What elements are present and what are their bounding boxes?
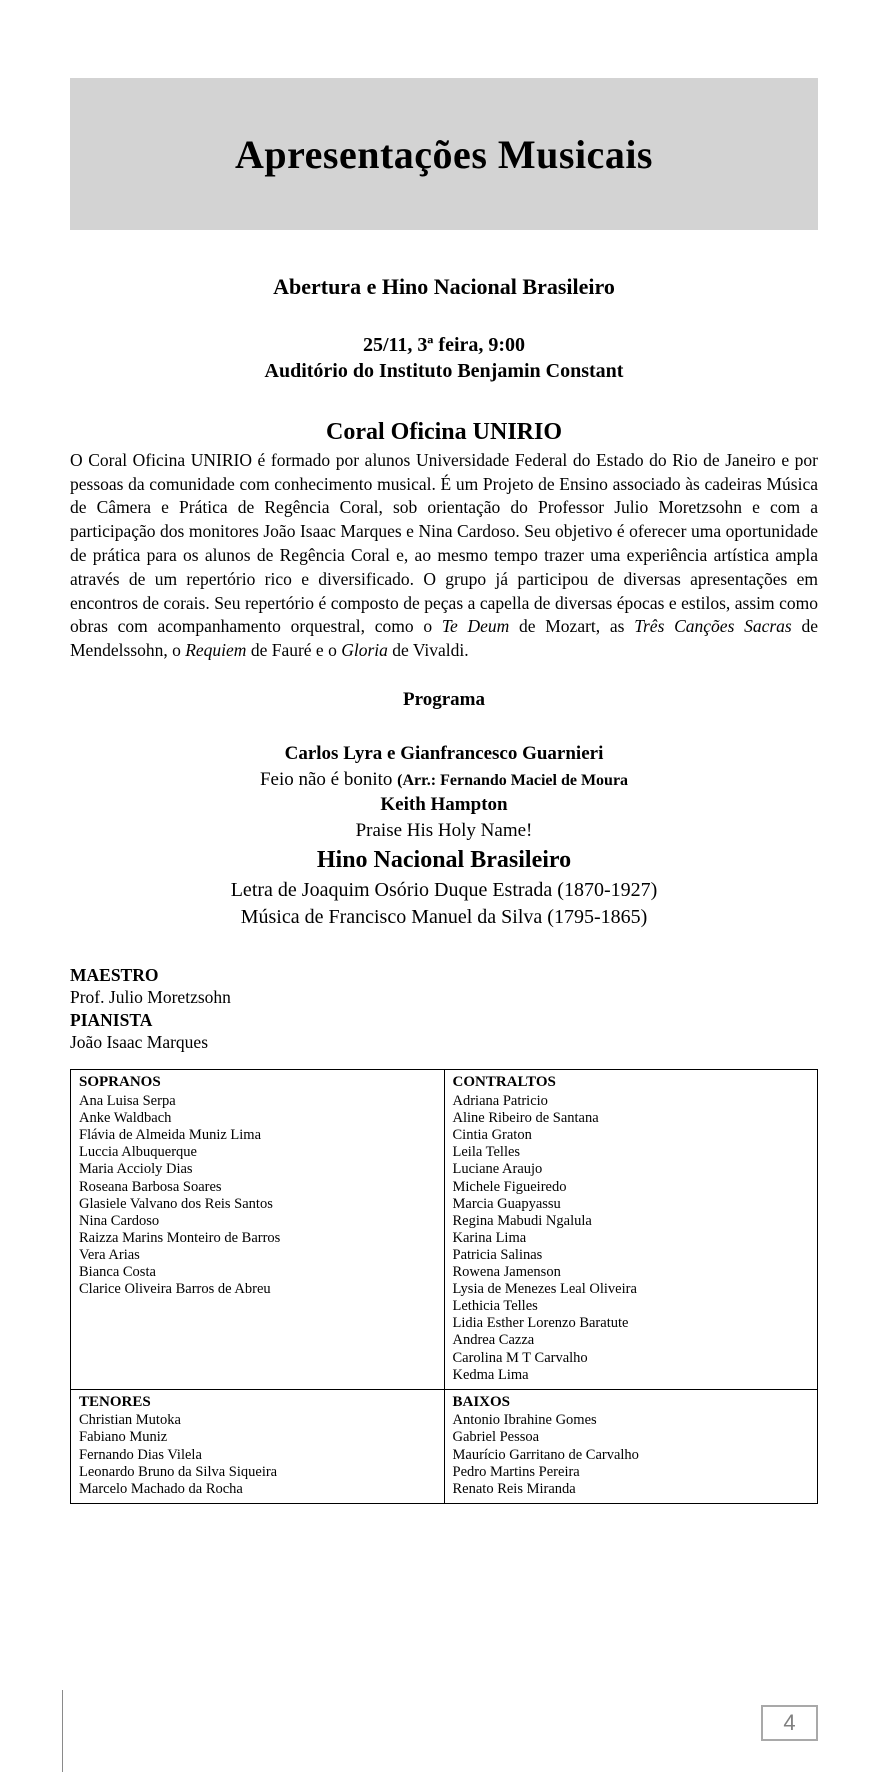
program-piece: Praise His Holy Name! xyxy=(355,819,533,841)
member-name: Andrea Cazza xyxy=(452,1332,535,1349)
member-name: Flávia de Almeida Muniz Lima xyxy=(79,1127,262,1144)
member-name: Luciane Araujo xyxy=(452,1161,543,1178)
description-text: de Fauré e o xyxy=(246,640,342,661)
roster-table xyxy=(70,1069,818,1503)
tenor-list xyxy=(79,1412,436,1498)
choir-description xyxy=(70,449,818,663)
member-name: Lethicia Telles xyxy=(452,1298,538,1315)
member-name: Pedro Martins Pereira xyxy=(452,1463,580,1480)
section-label: SOPRANOS xyxy=(79,1074,161,1091)
soprano-list xyxy=(79,1093,436,1298)
member-name: Anke Waldbach xyxy=(79,1110,172,1127)
description-text: O Coral Oficina UNIRIO é formado por alunos Universidade Federal do Estado do Rio de Janeiro e por pessoas da comunidade com conhecimento musical. É um Projeto de Ensino associado às cadeiras Música de Câmera e Prática de Regência Coral, sob orientação do Professor Julio Moretzsohn e com a participação dos monitores João Isaac Marques e Nina Cardoso. Seu objetivo é oferecer uma oportunidade de prática para os alunos de Regência Coral e, ao mesmo tempo trazer uma experiência artística ampla através de um repertório rico e diversificado. O grupo já participou de diversas apresentações em encontros de corais. Seu repertório é composto de peças a capella de diversas épocas e estilos, assim como obras com acompanhamento orquestral, como o xyxy=(70,449,818,637)
member-name: Gabriel Pessoa xyxy=(452,1429,540,1446)
event-when xyxy=(70,332,818,385)
member-name: Nina Cardoso xyxy=(79,1212,160,1229)
program-composer: Carlos Lyra e Gianfrancesco Guarnieri xyxy=(284,742,604,764)
member-name: Fernando Dias Vilela xyxy=(79,1446,202,1463)
member-name: Adriana Patricio xyxy=(452,1092,548,1109)
pianist-label: PIANISTA xyxy=(70,1009,153,1030)
member-name: Glasiele Valvano dos Reis Santos xyxy=(79,1195,273,1212)
member-name: Ana Luisa Serpa xyxy=(79,1092,176,1109)
description-text: de Mozart, as xyxy=(509,616,635,637)
section-label: BAIXOS xyxy=(452,1393,511,1410)
banner-title: Apresentações Musicais xyxy=(235,131,653,177)
event-venue: Auditório do Instituto Benjamin Constant xyxy=(264,360,624,383)
member-name: Antonio Ibrahine Gomes xyxy=(452,1412,597,1429)
member-name: Carolina M T Carvalho xyxy=(452,1349,588,1366)
member-name: Roseana Barbosa Soares xyxy=(79,1178,222,1195)
member-name: Vera Arias xyxy=(79,1246,140,1263)
member-name: Karina Lima xyxy=(452,1229,527,1246)
maestro-label: MAESTRO xyxy=(70,964,159,985)
member-name: Renato Reis Miranda xyxy=(452,1480,576,1497)
table-row xyxy=(71,1389,818,1503)
choir-name: Coral Oficina UNIRIO xyxy=(326,418,562,445)
program-list xyxy=(70,741,818,930)
work-title: Três Canções Sacras xyxy=(634,616,792,637)
anthem-music-credit: Música de Francisco Manuel da Silva (1795-1865) xyxy=(240,905,648,928)
program-composer: Keith Hampton xyxy=(380,794,508,816)
credits-section xyxy=(70,964,818,1054)
section-label: CONTRALTOS xyxy=(452,1074,556,1091)
member-name: Leila Telles xyxy=(452,1144,521,1161)
member-name: Rowena Jamenson xyxy=(452,1264,561,1281)
member-name: Aline Ribeiro de Santana xyxy=(452,1110,599,1127)
anthem-lyrics-credit: Letra de Joaquim Osório Duque Estrada (1870-1927) xyxy=(230,879,658,902)
member-name: Maurício Garritano de Carvalho xyxy=(452,1446,639,1463)
member-name: Luccia Albuquerque xyxy=(79,1144,197,1161)
member-name: Kedma Lima xyxy=(452,1366,529,1383)
description-text: de Vivaldi. xyxy=(387,640,469,661)
soprano-cell xyxy=(71,1070,445,1389)
baixo-list xyxy=(453,1412,810,1498)
work-title: Requiem xyxy=(185,640,247,661)
member-name: Patricia Salinas xyxy=(452,1246,543,1263)
member-name: Michele Figueiredo xyxy=(452,1178,567,1195)
member-name: Clarice Oliveira Barros de Abreu xyxy=(79,1281,271,1298)
member-name: Lysia de Menezes Leal Oliveira xyxy=(452,1281,637,1298)
member-name: Maria Accioly Dias xyxy=(79,1161,193,1178)
baixo-cell xyxy=(444,1389,818,1503)
member-name: Lidia Esther Lorenzo Baratute xyxy=(452,1315,629,1332)
footer-margin-line xyxy=(62,1690,63,1772)
anthem-title: Hino Nacional Brasileiro xyxy=(316,846,572,873)
member-name: Marcia Guapyassu xyxy=(452,1195,561,1212)
description-text: de Mendelssohn, o xyxy=(70,616,819,661)
program-piece xyxy=(70,767,818,793)
work-title: Gloria xyxy=(341,640,388,661)
page-banner xyxy=(70,78,818,230)
member-name: Christian Mutoka xyxy=(79,1412,181,1429)
member-name: Fabiano Muniz xyxy=(79,1429,168,1446)
maestro-name: Prof. Julio Moretzsohn xyxy=(70,987,231,1008)
member-name: Regina Mabudi Ngalula xyxy=(452,1212,592,1229)
member-name: Leonardo Bruno da Silva Siqueira xyxy=(79,1463,278,1480)
piece-title: Feio não é bonito xyxy=(259,768,398,790)
contralto-list xyxy=(453,1093,810,1384)
work-title: Te Deum xyxy=(441,616,510,637)
member-name: Raizza Marins Monteiro de Barros xyxy=(79,1229,281,1246)
program-heading: Programa xyxy=(403,688,485,710)
event-title: Abertura e Hino Nacional Brasileiro xyxy=(273,274,615,299)
table-row xyxy=(71,1070,818,1389)
member-name: Bianca Costa xyxy=(79,1264,156,1281)
pianist-name: João Isaac Marques xyxy=(70,1032,209,1053)
arrangement-note: (Arr.: Fernando Maciel de Moura xyxy=(397,771,629,789)
page-number: 4 xyxy=(783,1710,796,1735)
event-datetime: 25/11, 3ª feira, 9:00 xyxy=(362,334,526,356)
member-name: Cintia Graton xyxy=(452,1127,532,1144)
tenor-cell xyxy=(71,1389,445,1503)
contralto-cell xyxy=(444,1070,818,1389)
member-name: Marcelo Machado da Rocha xyxy=(79,1480,243,1497)
section-label: TENORES xyxy=(79,1393,151,1410)
page-number-box xyxy=(761,1705,818,1741)
